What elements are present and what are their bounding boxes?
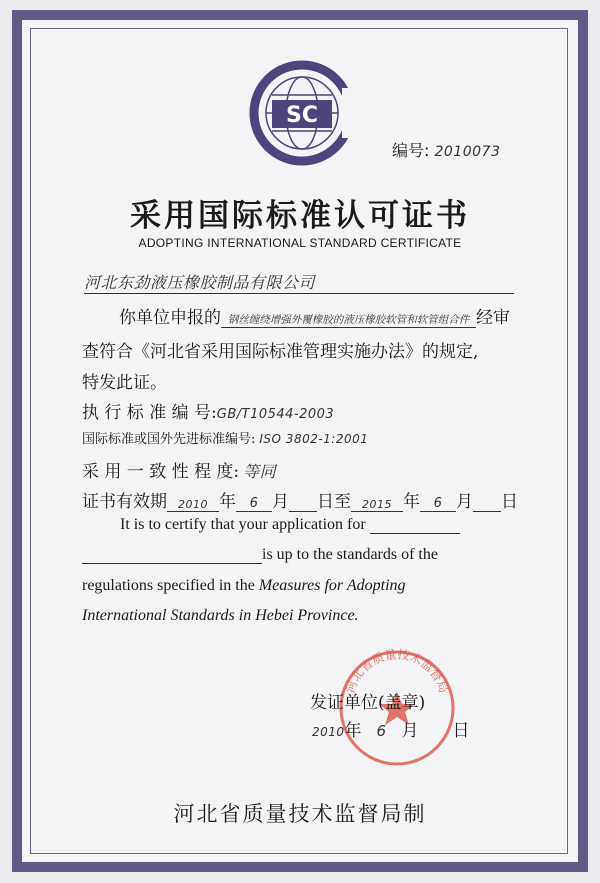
en-line1-text: It is to certify that your application for <box>120 516 366 533</box>
issue-year: 2010 <box>312 725 345 739</box>
valid-from-month: 6 <box>236 496 272 512</box>
validity-row <box>82 487 518 512</box>
line1-prefix: 你单位申报的 <box>119 308 221 328</box>
valid-to-month: 6 <box>420 496 456 512</box>
issue-month-char: 月 <box>401 721 419 741</box>
consistency-value: 等同 <box>243 462 277 481</box>
intl-standard-label: 国际标准或国外先进标准编号: <box>82 432 256 447</box>
company-field <box>84 270 514 294</box>
issue-year-char: 年 <box>344 721 362 741</box>
en-application-blank <box>370 533 460 534</box>
line1-suffix: 经审 <box>476 308 510 328</box>
english-line-3 <box>82 577 406 595</box>
day-to-char: 日至 <box>317 492 351 512</box>
issue-date <box>312 716 470 741</box>
seal-text: 河北省质量技术监督局 <box>343 647 451 695</box>
application-line <box>119 303 510 328</box>
ssc-logo-icon <box>232 58 372 168</box>
product-name: 钢丝缠绕增强外覆橡胶的液压橡胶软管和软管组合件 <box>221 312 476 328</box>
logo-text: SC <box>286 103 318 128</box>
year-char: 年 <box>219 492 236 512</box>
certificate-number <box>392 138 500 161</box>
en-line2-text: is up to the standards of the <box>262 546 438 563</box>
company-name: 河北东劲液压橡胶制品有限公司 <box>84 270 514 294</box>
intl-standard-value: ISO 3802-1:2001 <box>259 432 369 446</box>
year-char-2: 年 <box>403 492 420 512</box>
issue-month: 6 <box>376 722 387 740</box>
en-product-blank <box>82 563 262 564</box>
standard-row <box>82 398 334 423</box>
standard-label: 执 行 标 准 编 号: <box>82 403 217 423</box>
standard-value: GB/T10544-2003 <box>216 407 335 422</box>
issuer-label: 发证单位(盖章) <box>310 693 426 713</box>
number-label: 编号: <box>392 141 430 160</box>
consistency-row <box>82 457 276 482</box>
issue-day-char: 日 <box>452 721 470 741</box>
valid-from-year: 2010 <box>167 498 219 512</box>
validity-label: 证书有效期 <box>82 492 167 512</box>
month-char: 月 <box>272 492 289 512</box>
valid-to-year: 2015 <box>351 498 403 512</box>
title-cn: 采用国际标准认可证书 <box>130 198 470 234</box>
valid-to-day <box>473 511 501 512</box>
consistency-label: 采 用 一 致 性 程 度: <box>82 462 240 482</box>
english-line-4: International Standards in Hebei Province. <box>82 607 359 624</box>
day-char: 日 <box>501 492 518 512</box>
month-char-2: 月 <box>456 492 473 512</box>
english-line-1 <box>120 516 460 534</box>
intl-standard-row <box>82 428 368 447</box>
issuer-footer: 河北省质量技术监督局制 <box>173 802 427 826</box>
issue-line: 特发此证。 <box>82 373 167 393</box>
en-measures-title: Measures for Adopting <box>258 577 406 594</box>
title-en: ADOPTING INTERNATIONAL STANDARD CERTIFICATE <box>138 236 462 250</box>
en-line3-text: regulations specified in the <box>82 577 255 594</box>
english-line-2 <box>82 546 438 564</box>
compliance-line: 查符合《河北省采用国际标准管理实施办法》的规定, <box>82 342 479 362</box>
valid-from-day <box>289 511 317 512</box>
number-value: 2010073 <box>434 144 501 160</box>
